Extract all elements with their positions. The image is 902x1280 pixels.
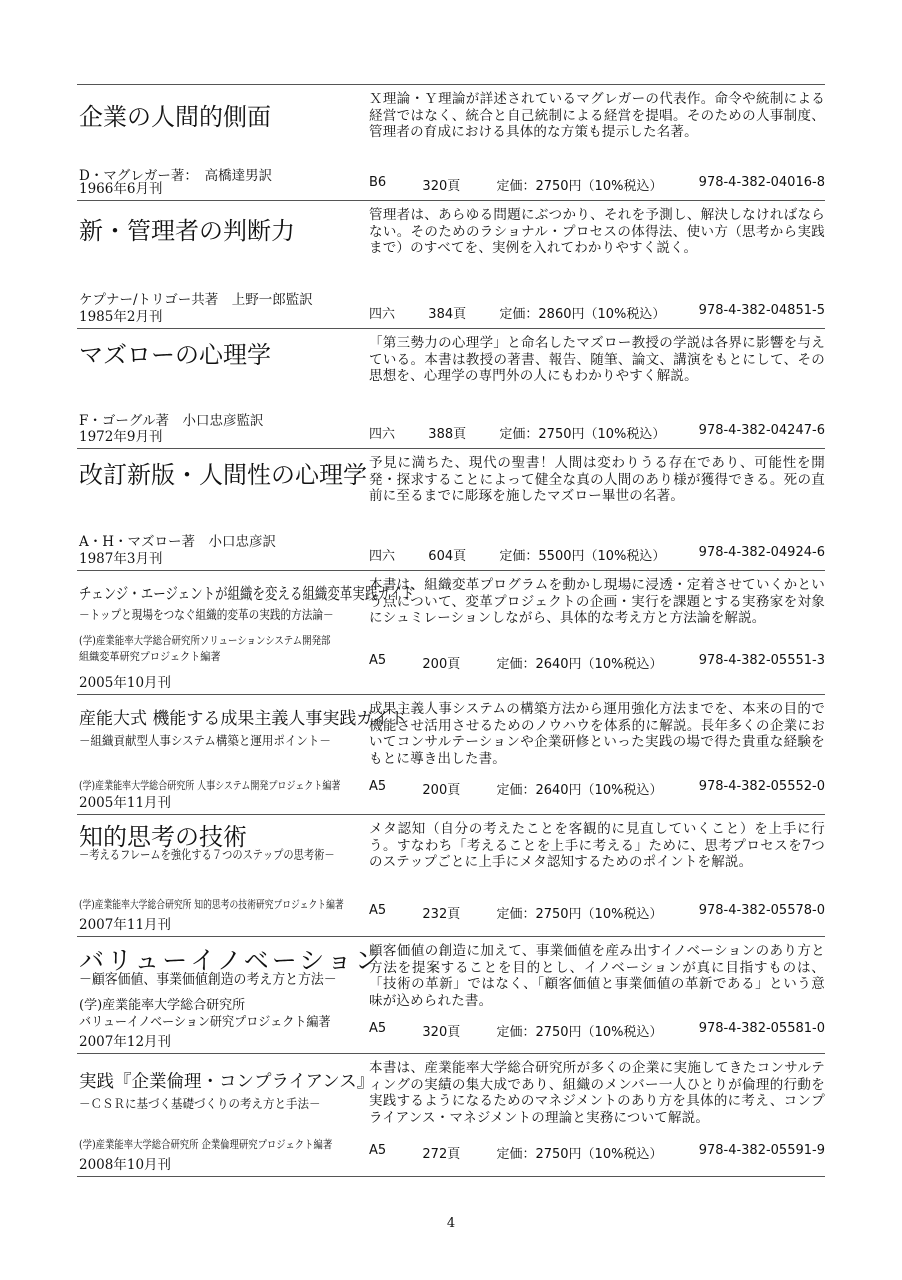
book-date: 2008年10月刊 — [79, 1157, 172, 1173]
book-date: 2007年12月刊 — [79, 1034, 172, 1050]
book-format: A5 — [369, 653, 387, 668]
book-format: A5 — [369, 1143, 387, 1158]
book-right-column — [369, 1054, 825, 1176]
book-right-column — [369, 85, 825, 200]
book-right-column — [369, 571, 825, 694]
book-spec — [369, 1021, 825, 1040]
book-author: (学)産業能率大学総合研究所ソリューションシステム開発部 — [79, 634, 331, 647]
book-right-column — [369, 815, 825, 936]
book-right-column — [369, 937, 825, 1053]
book-date: 1987年3月刊 — [79, 551, 163, 567]
book-isbn: 978-4-382-05581-0 — [698, 1021, 825, 1036]
book-format: 四六 — [369, 427, 396, 442]
book-date: 1966年6月刊 — [79, 181, 163, 197]
book-entry — [77, 694, 825, 814]
book-description: Ｘ理論・Ｙ理論が詳述されているマグレガーの代表作。命令や統制による経営ではなく、統合と自己統制による経営を提唱。そのための人事制度、管理者の育成における具体的な方策も提示した名著。 — [369, 91, 825, 140]
book-title: チェンジ・エージェントが組織を変える組織変革実践ガイド — [79, 584, 415, 603]
book-format: B6 — [369, 175, 387, 190]
book-pages: 384頁 — [428, 307, 467, 322]
book-entry — [77, 814, 825, 936]
book-format: 四六 — [369, 307, 396, 322]
book-spec — [369, 653, 825, 672]
book-left-column — [79, 85, 365, 200]
book-date: 1972年9月刊 — [79, 429, 163, 445]
book-left-column — [79, 815, 365, 936]
book-format: A5 — [369, 903, 387, 918]
book-description: 管理者は、あらゆる問題にぶつかり、それを予測し、解決しなければならない。そのためのラショナル・プロセスの体得法、使い方（思考から実践まで）のすべてを、実例を入れてわかりやすく説く。 — [369, 207, 825, 256]
book-isbn: 978-4-382-04924-6 — [698, 545, 825, 560]
book-spec — [369, 545, 825, 564]
book-left-column — [79, 329, 365, 448]
book-right-column — [369, 201, 825, 328]
book-description: 顧客価値の創造に加えて、事業価値を産み出すイノベーションのあり方と方法を提案することを目的とし、イノベーションが真に目指すものは、「技術の革新」ではなく、「顧客価値と事業価値の革新である」という意味が込められた書。 — [369, 943, 825, 1009]
book-isbn: 978-4-382-04247-6 — [698, 423, 825, 438]
book-entry — [77, 936, 825, 1053]
book-date: 2007年11月刊 — [79, 917, 172, 933]
book-pages: 604頁 — [428, 549, 467, 564]
book-pages: 320頁 — [422, 179, 461, 194]
book-price: 定価：2750円（10%税込） — [496, 179, 663, 194]
book-title: 実践『企業倫理・コンプライアンス』 — [79, 1072, 375, 1092]
book-entry — [77, 448, 825, 570]
book-right-column — [369, 449, 825, 570]
book-isbn: 978-4-382-05551-3 — [698, 653, 825, 668]
book-description: 予見に満ちた、現代の聖書！人間は変わりうる存在であり、可能性を開発・探求することによって健全な真の人間のあり様が獲得できる。死の直前に至るまでに彫琢を施したマズロー畢世の名著。 — [369, 455, 825, 504]
book-isbn: 978-4-382-05591-9 — [698, 1143, 825, 1158]
book-price: 定価：2750円（10%税込） — [496, 907, 663, 922]
book-subtitle: －顧客価値、事業価値創造の考え方と方法－ — [79, 972, 337, 988]
book-author: (学)産業能率大学総合研究所 企業倫理研究プロジェクト編著 — [79, 1138, 333, 1151]
book-spec — [369, 779, 825, 798]
book-right-column — [369, 329, 825, 448]
book-author: (学)産業能率大学総合研究所 — [79, 998, 246, 1013]
book-subtitle: －考えるフレームを強化する７つのステップの思考術－ — [79, 847, 335, 862]
book-right-column — [369, 695, 825, 814]
book-pages: 320頁 — [422, 1025, 461, 1040]
book-entry — [77, 328, 825, 448]
book-title: 新・管理者の判断力 — [79, 217, 295, 245]
book-format: A5 — [369, 1021, 387, 1036]
book-format: 四六 — [369, 549, 396, 564]
book-author: A・H・マズロー著 小口忠彦訳 — [79, 534, 277, 550]
book-price: 定価：2750円（10%税込） — [499, 427, 666, 442]
book-author: F・ゴーグル著 小口忠彦監訳 — [79, 413, 264, 429]
book-isbn: 978-4-382-05578-0 — [698, 903, 825, 918]
book-format: A5 — [369, 779, 387, 794]
book-title: マズローの心理学 — [79, 341, 271, 369]
book-date: 2005年11月刊 — [79, 795, 172, 811]
book-author: (学)産業能率大学総合研究所 人事システム開発プロジェクト編著 — [79, 779, 341, 792]
book-left-column — [79, 201, 365, 328]
book-entry — [77, 570, 825, 694]
book-entry — [77, 200, 825, 328]
book-title: 知的思考の技術 — [79, 823, 247, 851]
book-subtitle: －ＣＳＲに基づく基礎づくりの考え方と手法－ — [79, 1096, 321, 1111]
book-title: 産能大式 機能する成果主義人事実践ガイド — [79, 709, 407, 729]
book-left-column — [79, 449, 365, 570]
book-subtitle: －組織貢献型人事システム構築と運用ポイント－ — [79, 733, 331, 748]
book-pages: 200頁 — [422, 783, 461, 798]
book-description: 本書は、産業能率大学総合研究所が多くの企業に実施してきたコンサルティングの実績の集大成であり、組織のメンバー一人ひとりが倫理的行動を実践するようになるためのマネジメントのあり方を具体的に考え、コンプライアンス・マネジメントの理論と実務について解説。 — [369, 1060, 825, 1126]
book-title: バリューイノベーション — [79, 946, 383, 975]
book-pages: 200頁 — [422, 657, 461, 672]
book-isbn: 978-4-382-05552-0 — [698, 779, 825, 794]
book-description: 「第三勢力の心理学」と命名したマズロー教授の学説は各界に影響を与えている。本書は教授の著書、報告、随筆、論文、講演をもとにして、その思想を、心理学の専門外の人にもわかりやすく解説。 — [369, 335, 825, 384]
book-left-column — [79, 1054, 375, 1176]
book-isbn: 978-4-382-04851-5 — [698, 303, 825, 318]
book-title: 企業の人間的側面 — [79, 103, 271, 131]
book-author: D・マグレガー著： 高橋達男訳 — [79, 168, 273, 184]
book-spec — [369, 303, 825, 322]
book-entry — [77, 84, 825, 200]
book-entry — [77, 1053, 825, 1177]
book-pages: 232頁 — [422, 907, 461, 922]
book-author-group: 組織変革研究プロジェクト編著 — [79, 650, 221, 663]
book-description: メタ認知（自分の考えたことを客観的に見直していくこと）を上手に行う。すなわち「考えることを上手に考える」ために、思考プロセスを7つのステップごとに上手にメタ認知するためのポイントを解説。 — [369, 821, 825, 870]
book-author: (学)産業能率大学総合研究所 知的思考の技術研究プロジェクト編著 — [79, 898, 344, 911]
book-catalog — [77, 84, 825, 1177]
book-title: 改訂新版・人間性の心理学 — [79, 461, 367, 489]
book-spec — [369, 175, 825, 194]
book-spec — [369, 423, 825, 442]
book-pages: 272頁 — [422, 1147, 461, 1162]
book-price: 定価：2640円（10%税込） — [496, 783, 663, 798]
book-pages: 388頁 — [428, 427, 467, 442]
page-number: 4 — [446, 1216, 456, 1231]
book-description: 本書は、組織変革プログラムを動かし現場に浸透・定着させていくかという点について、変革プロジェクトの企画・実行を課題とする実務家を対象にシュミレーションしながら、具体的な考え方と方法論を解説。 — [369, 577, 825, 626]
book-price: 定価：2640円（10%税込） — [496, 657, 663, 672]
book-isbn: 978-4-382-04016-8 — [698, 175, 825, 190]
book-spec — [369, 903, 825, 922]
book-spec — [369, 1143, 825, 1162]
book-date: 2005年10月刊 — [79, 675, 172, 691]
book-price: 定価：5500円（10%税込） — [499, 549, 666, 564]
book-author: ケプナー/トリゴー共著 上野一郎監訳 — [79, 292, 313, 308]
book-description: 成果主義人事システムの構築方法から運用強化方法までを、本来の目的で機能させ活用させるためのノウハウを体系的に解説。長年多くの企業においてコンサルテーションや企業研修といった実践の場で得た貴重な経験をもとに導き出した書。 — [369, 701, 825, 767]
book-price: 定価：2750円（10%税込） — [496, 1025, 663, 1040]
book-author-group: バリューイノベーション研究プロジェクト編著 — [79, 1015, 331, 1030]
book-subtitle: －トップと現場をつなぐ組織的変革の実践的方法論－ — [79, 607, 334, 622]
book-price: 定価：2860円（10%税込） — [499, 307, 666, 322]
book-date: 1985年2月刊 — [79, 309, 163, 325]
book-price: 定価：2750円（10%税込） — [496, 1147, 663, 1162]
